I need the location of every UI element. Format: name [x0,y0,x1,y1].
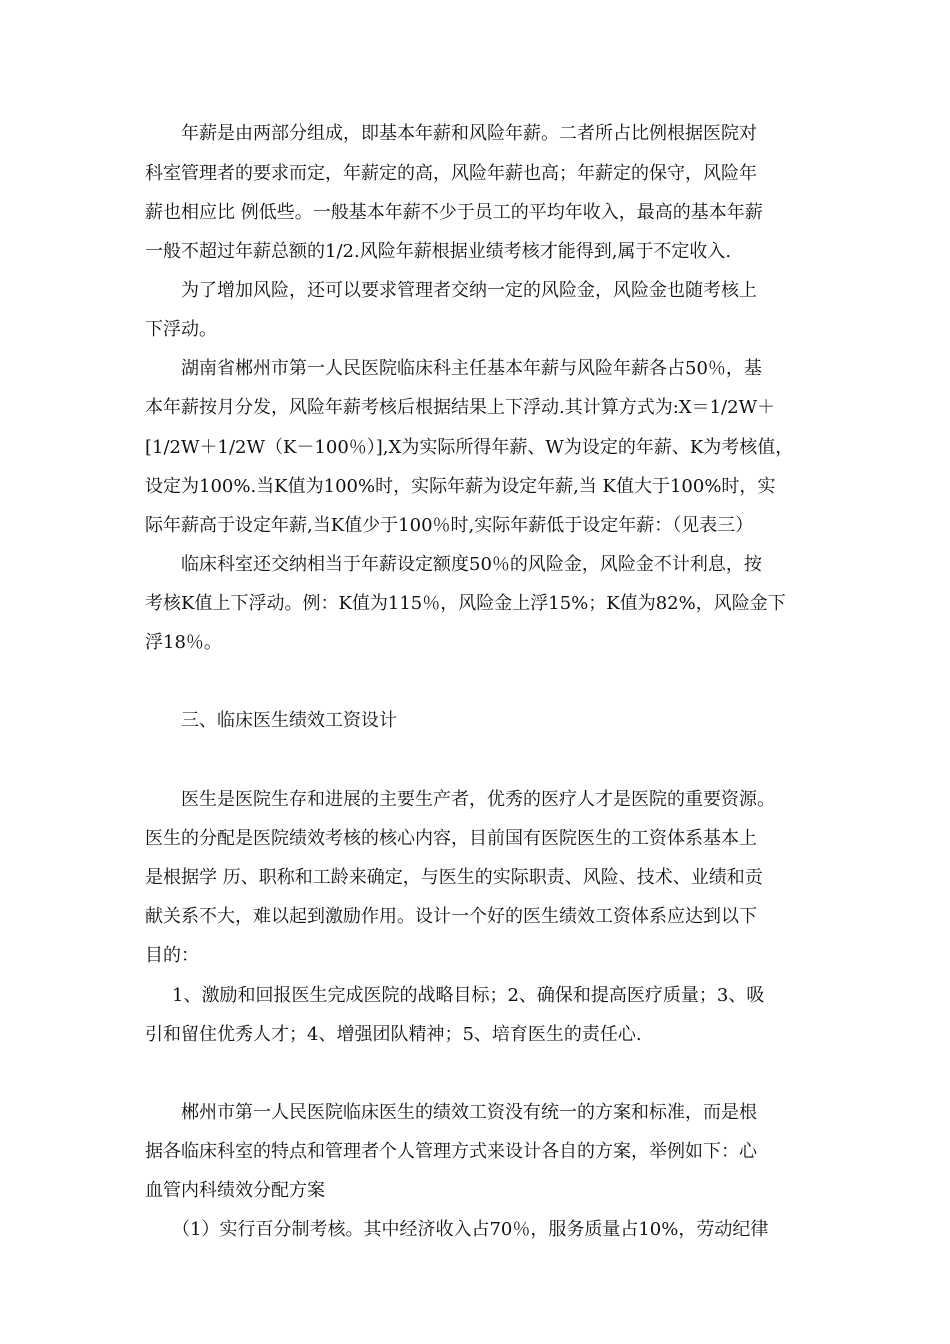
paragraph-3-line-2: 本年薪按月分发，风险年薪考核后根据结果上下浮动.其计算方式为:X＝1/2W＋ [145,397,776,418]
paragraph-5-line-3: 是根据学 历、职称和工龄来确定，与医生的实际职责、风险、技术、业绩和贡 [145,867,763,888]
paragraph-4-line-1: 临床科室还交纳相当于年薪设定额度50％的风险金，风险金不计利息，按 [181,554,762,575]
paragraph-7-line-1: 郴州市第一人民医院临床医生的绩效工资没有统一的方案和标准，而是根 [181,1102,757,1123]
paragraph-3-line-4: 设定为100%.当K值为100%时，实际年薪为设定年薪,当 K值大于100%时，实 [145,476,776,497]
paragraph-5-line-1: 医生是医院生存和进展的主要生产者，优秀的医疗人才是医院的重要资源。 [181,789,775,810]
paragraph-1-line-2: 科室管理者的要求而定，年薪定的高，风险年薪也高；年薪定的保守，风险年 [145,163,757,184]
paragraph-1-line-3: 薪也相应比 例低些。一般基本年薪不少于员工的平均年收入，最高的基本年薪 [145,202,763,223]
paragraph-1-line-4: 一般不超过年薪总额的1/2.风险年薪根据业绩考核才能得到,属于不定收入. [145,241,732,262]
paragraph-5-line-4: 献关系不大，难以起到激励作用。设计一个好的医生绩效工资体系应达到以下 [145,906,757,927]
paragraph-7-line-2: 据各临床科室的特点和管理者个人管理方式来设计各自的方案，举例如下：心 [145,1141,757,1162]
paragraph-4-line-3: 浮18％。 [145,632,222,653]
paragraph-7-line-3: 血管内科绩效分配方案 [145,1180,325,1201]
paragraph-5-line-5: 目的： [145,945,199,966]
paragraph-3-line-3: [1/2W＋1/2W（K－100％）],X为实际所得年薪、W为设定的年薪、K为考核值， [145,437,794,458]
paragraph-1-line-1: 年薪是由两部分组成，即基本年薪和风险年薪。二者所占比例根据医院对 [181,123,757,144]
section-heading: 三、临床医生绩效工资设计 [181,710,397,731]
paragraph-6-line-2: 引和留住优秀人才；4、增强团队精神；5、培育医生的责任心. [145,1024,642,1045]
paragraph-2-line-1: 为了增加风险，还可以要求管理者交纳一定的风险金，风险金也随考核上 [181,280,757,301]
paragraph-2-line-2: 下浮动。 [145,319,217,340]
paragraph-3-line-5: 际年薪高于设定年薪,当K值少于100％时,实际年薪低于设定年薪：（见表三） [145,515,754,536]
paragraph-3-line-1: 湖南省郴州市第一人民医院临床科主任基本年薪与风险年薪各占50％，基 [181,358,762,379]
paragraph-5-line-2: 医生的分配是医院绩效考核的核心内容，目前国有医院医生的工资体系基本上 [145,828,757,849]
paragraph-6-line-1: 1、激励和回报医生完成医院的战略目标；2、确保和提高医疗质量；3、吸 [172,985,765,1006]
paragraph-4-line-2: 考核K值上下浮动。例：K值为115％，风险金上浮15%；K值为82%，风险金下 [145,593,786,614]
paragraph-8-line-1: （1）实行百分制考核。其中经济收入占70％，服务质量占10%，劳动纪律 [172,1219,769,1240]
